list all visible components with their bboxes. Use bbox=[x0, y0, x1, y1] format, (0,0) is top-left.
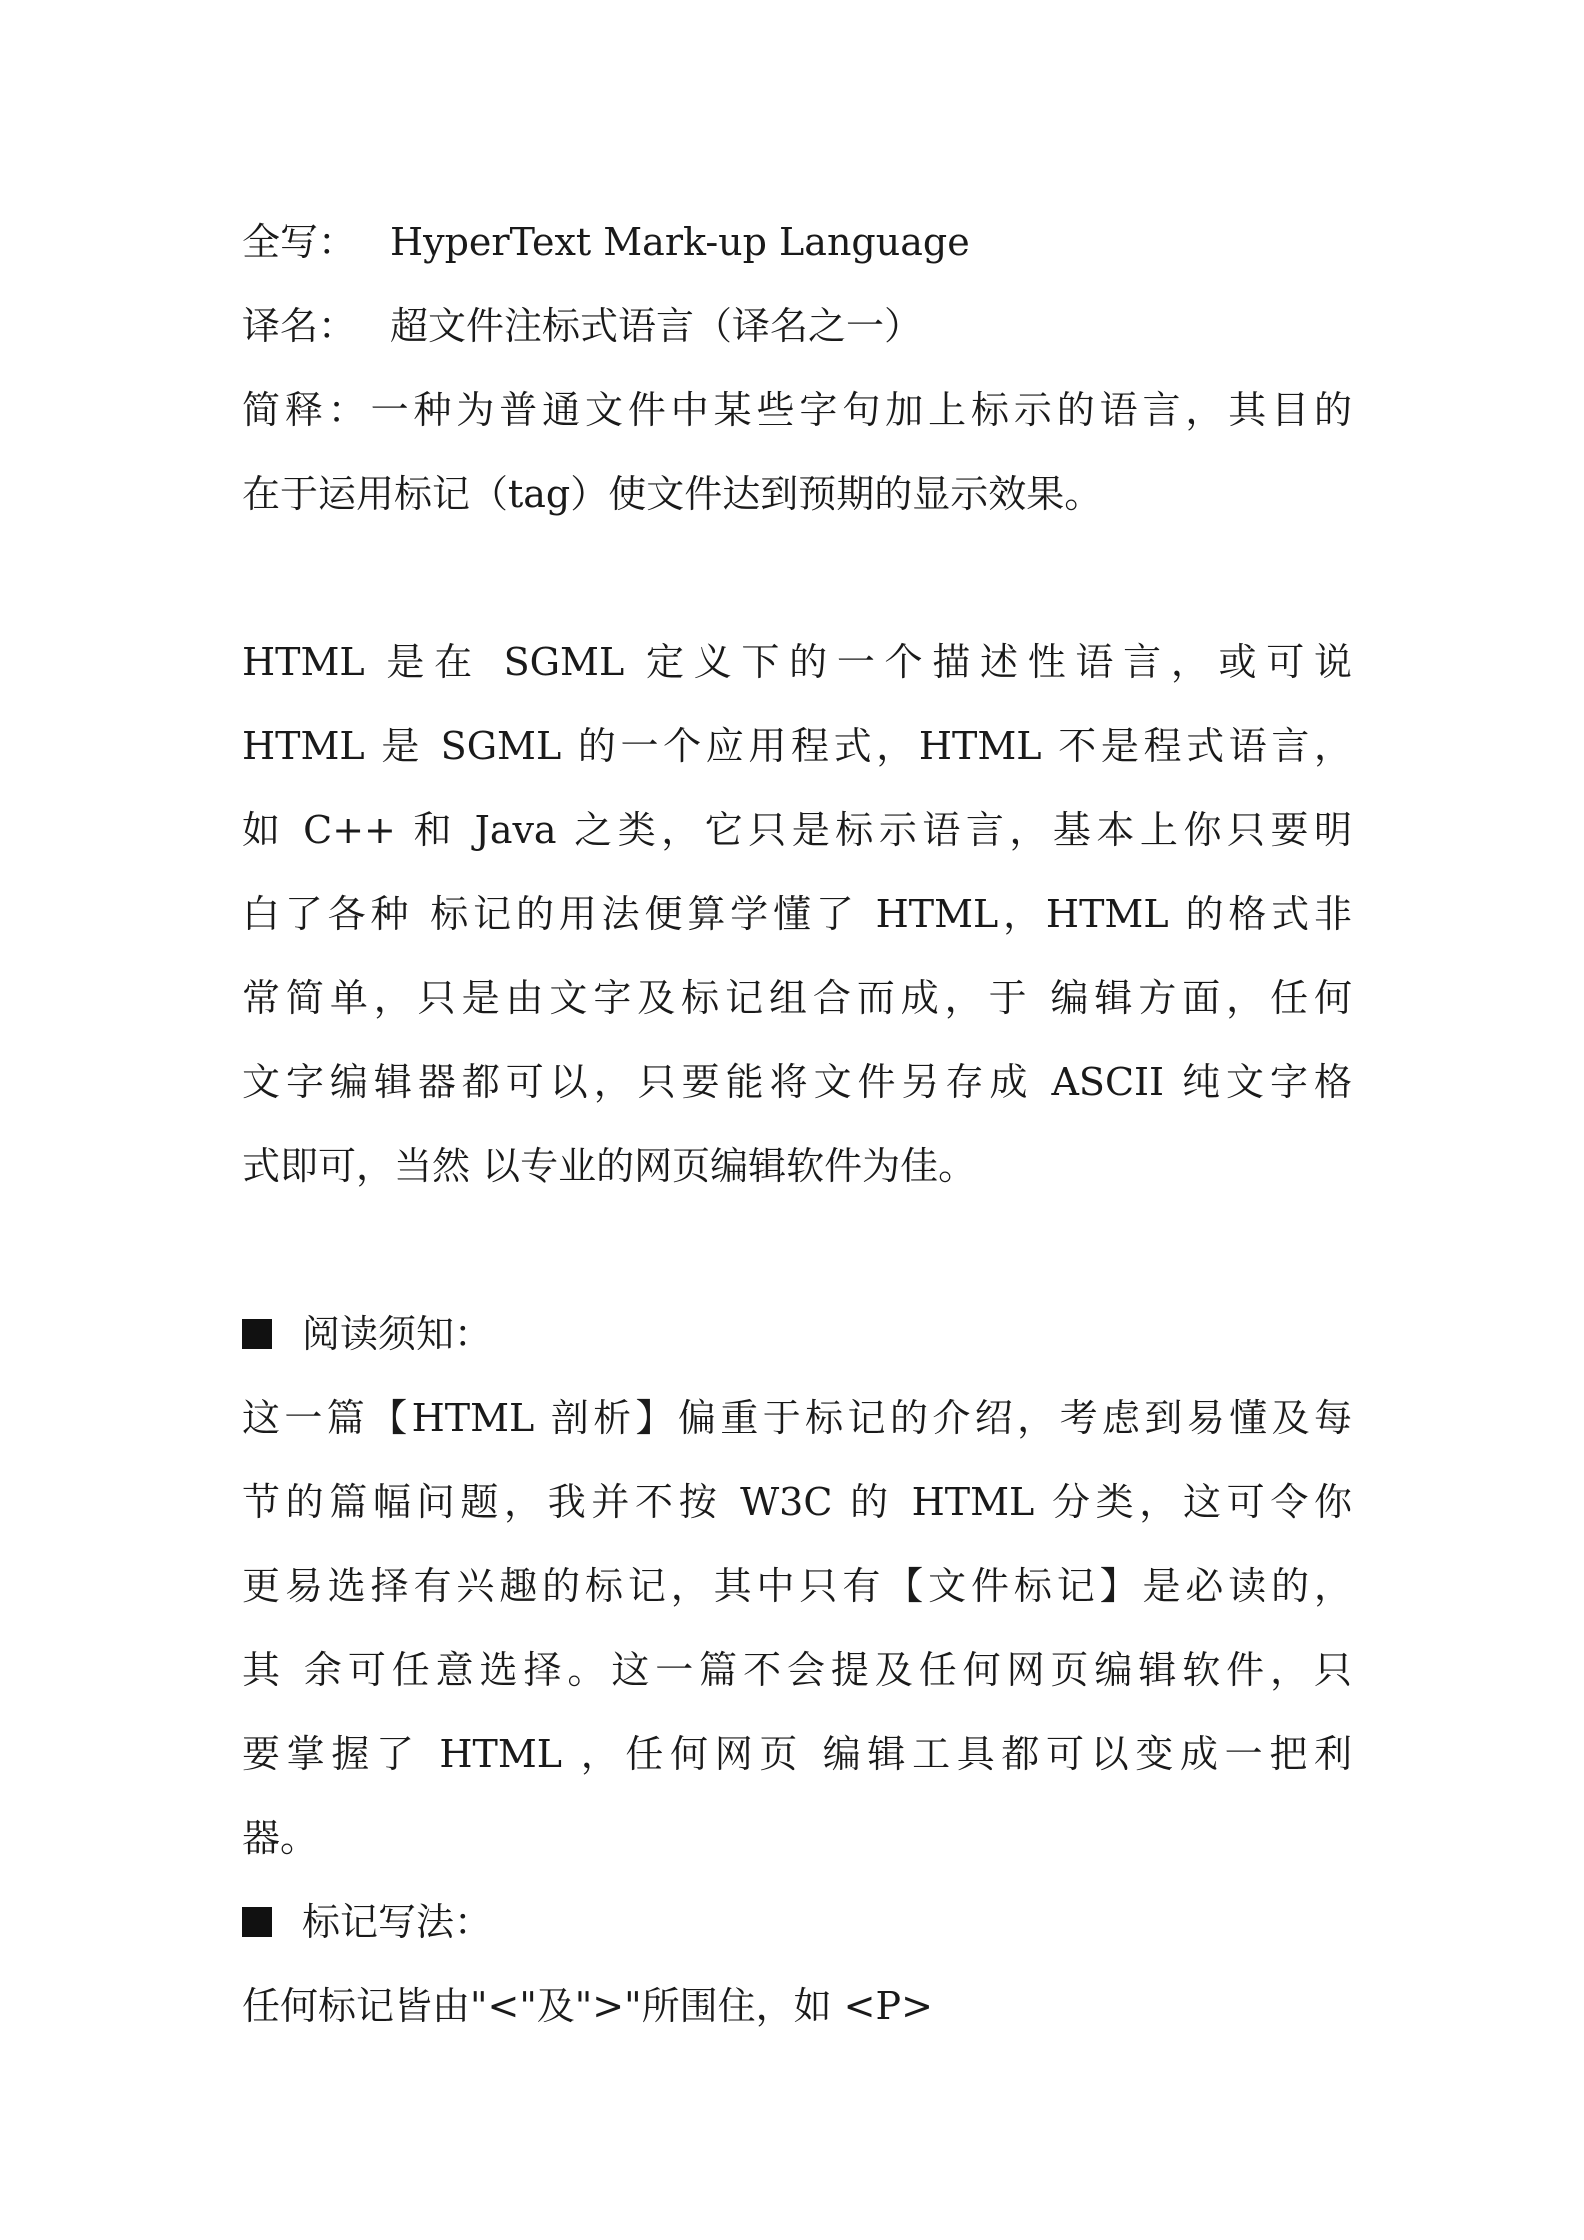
fullname-line bbox=[242, 200, 1352, 284]
reading-notes-line: 这一篇【HTML 剖析】偏重于标记的介绍，考虑到易懂及每 bbox=[242, 1396, 1352, 1440]
translation-value: 超文件注标式语言（译名之一） bbox=[390, 304, 923, 348]
intro-line: HTML 是 SGML 的一个应用程式，HTML 不是程式语言， bbox=[242, 724, 1352, 768]
brief-line: 在于运用标记（tag）使文件达到预期的显示效果。 bbox=[242, 472, 1103, 516]
translation-label: 译名： bbox=[242, 304, 357, 348]
reading-notes-line: 其 余可任意选择。这一篇不会提及任何网页编辑软件，只 bbox=[242, 1648, 1352, 1692]
reading-notes-heading bbox=[242, 1292, 1352, 1376]
reading-notes-heading-text: 阅读须知： bbox=[302, 1312, 493, 1356]
tag-syntax-line: 任何标记皆由"<"及">"所围住，如 <P> bbox=[242, 1984, 933, 2028]
intro-line: HTML 是在 SGML 定义下的一个描述性语言，或可说 bbox=[242, 640, 1352, 684]
square-bullet-icon bbox=[242, 1907, 272, 1937]
intro-line: 式即可，当然 以专业的网页编辑软件为佳。 bbox=[242, 1144, 977, 1188]
square-bullet-icon bbox=[242, 1319, 272, 1349]
reading-notes-line: 更易选择有兴趣的标记，其中只有【文件标记】是必读的， bbox=[242, 1564, 1352, 1608]
fullname-label: 全写： bbox=[242, 220, 357, 264]
tag-syntax-heading-text: 标记写法： bbox=[302, 1900, 493, 1944]
intro-line: 如 C++ 和 Java 之类，它只是标示语言，基本上你只要明 bbox=[242, 808, 1352, 852]
translation-line bbox=[242, 284, 1352, 368]
document-page bbox=[242, 200, 1352, 2048]
reading-notes-line: 节的篇幅问题，我并不按 W3C 的 HTML 分类，这可令你 bbox=[242, 1480, 1352, 1524]
reading-notes-line: 器。 bbox=[242, 1816, 319, 1860]
tag-syntax-heading bbox=[242, 1880, 1352, 1964]
intro-line: 白了各种 标记的用法便算学懂了 HTML，HTML 的格式非 bbox=[242, 892, 1352, 936]
intro-line: 文字编辑器都可以，只要能将文件另存成 ASCII 纯文字格 bbox=[242, 1060, 1352, 1104]
spacer bbox=[242, 1208, 1352, 1292]
reading-notes-line: 要掌握了 HTML ，任何网页 编辑工具都可以变成一把利 bbox=[242, 1732, 1352, 1776]
fullname-value: HyperText Mark-up Language bbox=[390, 220, 970, 264]
intro-line: 常简单，只是由文字及标记组合而成，于 编辑方面，任何 bbox=[242, 976, 1352, 1020]
spacer bbox=[242, 536, 1352, 620]
brief-line: 简释：一种为普通文件中某些字句加上标示的语言，其目的 bbox=[242, 388, 1352, 432]
